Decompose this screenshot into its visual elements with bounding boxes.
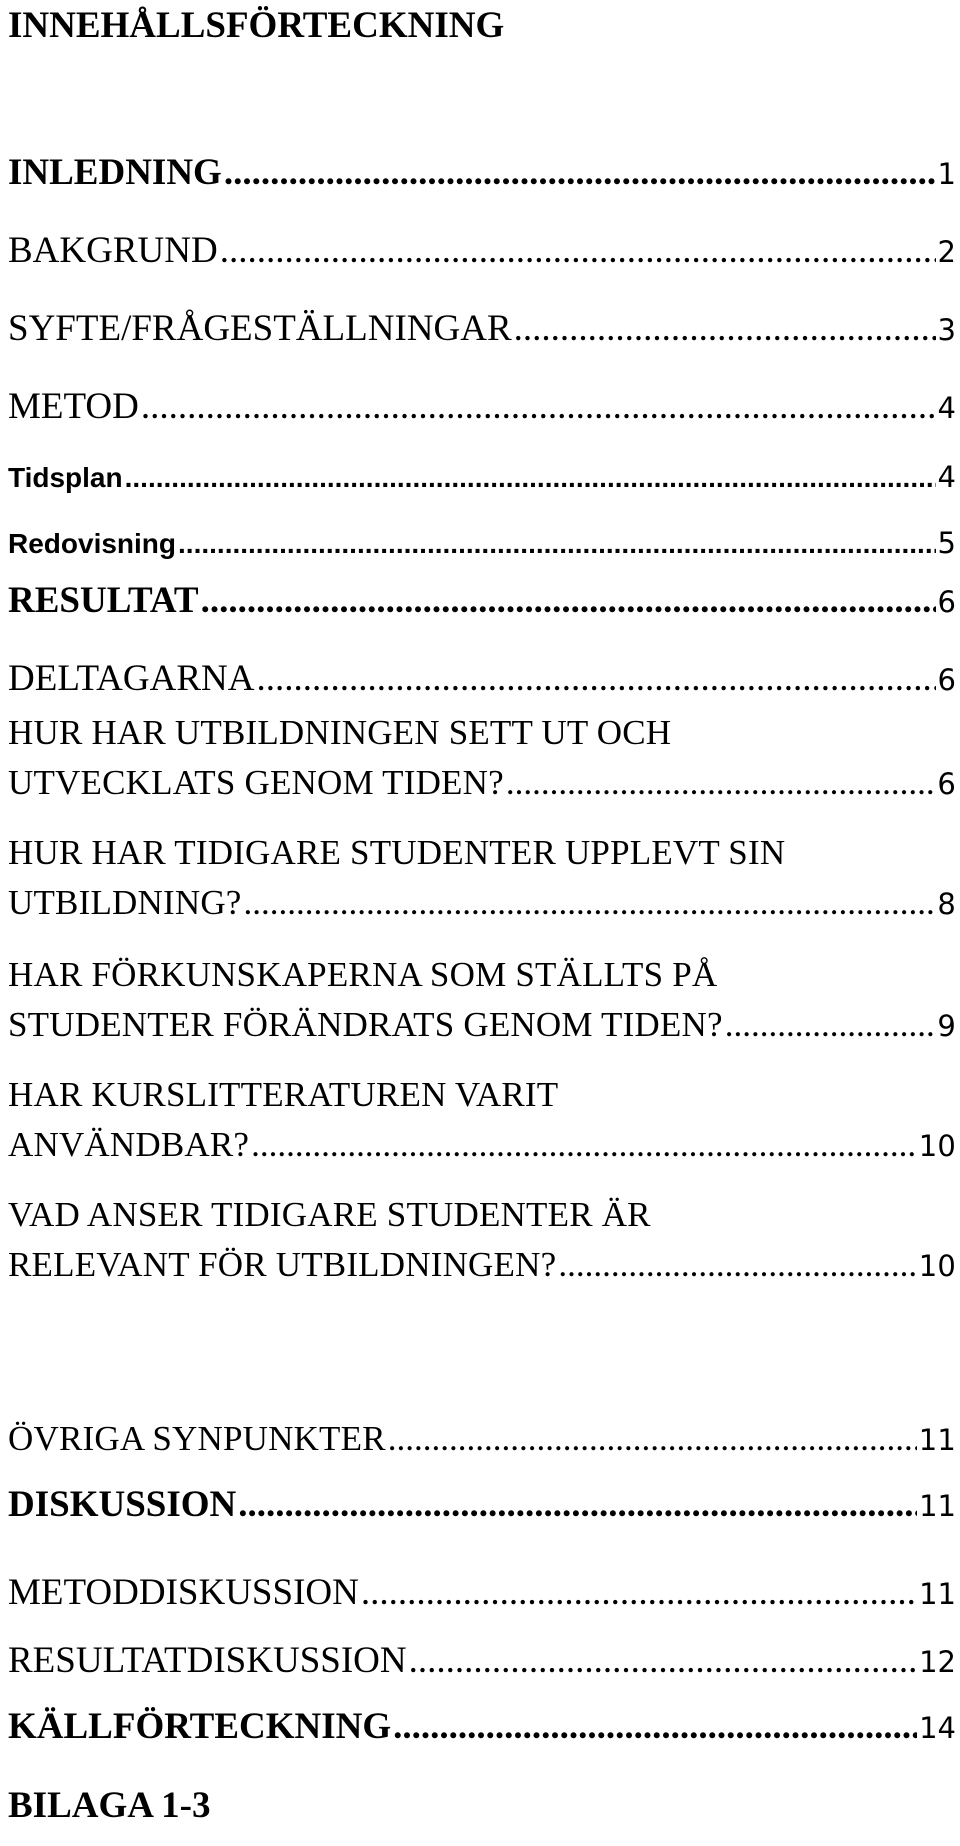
toc-entry-text: RELEVANT FÖR UTBILDNINGEN?	[8, 1245, 557, 1284]
toc-page-number: 11	[918, 1423, 956, 1457]
toc-entry-text: DELTAGARNA	[8, 658, 255, 699]
dot-leader	[220, 226, 936, 276]
toc-entry-text: RESULTAT	[8, 580, 199, 621]
dot-leader	[393, 1702, 917, 1752]
dot-leader	[361, 1568, 917, 1618]
toc-page-number: 6	[937, 585, 956, 619]
toc-entry-utbildningen[interactable]	[8, 708, 956, 808]
dot-leader	[238, 1480, 917, 1530]
toc-page-number: 9	[937, 1009, 956, 1043]
toc-page-number: 11	[919, 1577, 956, 1611]
toc-page-number: 8	[937, 887, 956, 921]
toc-entry-resultat[interactable]	[8, 576, 956, 626]
dot-leader	[125, 453, 936, 503]
toc-entry-text: UTVECKLATS GENOM TIDEN?	[8, 763, 504, 802]
toc-entry-ovriga[interactable]	[8, 1414, 956, 1464]
toc-entry-text: DISKUSSION	[8, 1484, 237, 1525]
toc-entry-text-line1: VAD ANSER TIDIGARE STUDENTER ÄR	[8, 1195, 651, 1234]
toc-entry-upplevt[interactable]	[8, 828, 956, 928]
toc-page-number: 14	[919, 1711, 956, 1745]
toc-page-number: 2	[937, 235, 956, 269]
toc-entry-text-line1: HAR KURSLITTERATUREN VARIT	[8, 1075, 559, 1114]
toc-page-number: 4	[937, 391, 956, 425]
toc-entry-bakgrund[interactable]	[8, 226, 956, 276]
toc-entry-text: METODDISKUSSION	[8, 1572, 359, 1613]
toc-entry-kurslitteratur[interactable]	[8, 1070, 956, 1170]
dot-leader	[514, 304, 936, 354]
dot-leader	[251, 1120, 917, 1170]
toc-page-number: 5	[937, 526, 956, 560]
toc-entry-text: INLEDNING	[8, 152, 222, 193]
toc-entry-diskussion[interactable]	[8, 1480, 956, 1530]
toc-entry-syfte[interactable]	[8, 304, 956, 354]
toc-entry-text: STUDENTER FÖRÄNDRATS GENOM TIDEN?	[8, 1005, 723, 1044]
toc-page-number: 6	[937, 767, 956, 801]
toc-entry-text: KÄLLFÖRTECKNING	[8, 1706, 392, 1747]
dot-leader	[506, 758, 935, 808]
toc-entry-deltagarna[interactable]	[8, 654, 956, 704]
dot-leader	[558, 1240, 916, 1290]
toc-page-number: 3	[937, 313, 956, 347]
toc-entry-text: METOD	[8, 386, 139, 427]
toc-page-number: 6	[937, 663, 956, 697]
toc-entry-text-line1: HUR HAR UTBILDNINGEN SETT UT OCH	[8, 713, 672, 752]
toc-entry-resultatdiskussion[interactable]	[8, 1636, 956, 1686]
dot-leader	[256, 654, 935, 704]
toc-page-number: 11	[919, 1489, 956, 1523]
toc-page-number: 10	[918, 1249, 956, 1283]
toc-entry-text: Redovisning	[8, 528, 177, 559]
dot-leader	[224, 148, 936, 198]
dot-leader	[388, 1414, 917, 1464]
toc-entry-text-line1: HUR HAR TIDIGARE STUDENTER UPPLEVT SIN	[8, 833, 786, 872]
toc-entry-text: UTBILDNING?	[8, 883, 242, 922]
toc-page-number: 10	[918, 1129, 956, 1163]
toc-entry-relevant[interactable]	[8, 1190, 956, 1290]
dot-leader	[244, 878, 936, 928]
dot-leader	[409, 1636, 917, 1686]
dot-leader	[141, 382, 936, 432]
toc-entry-text: ÖVRIGA SYNPUNKTER	[8, 1419, 386, 1458]
dot-leader	[178, 519, 936, 569]
toc-entry-redovisning[interactable]	[8, 518, 956, 568]
toc-entry-text-line1: HAR FÖRKUNSKAPERNA SOM STÄLLTS PÅ	[8, 955, 718, 994]
toc-entry-text: ANVÄNDBAR?	[8, 1125, 250, 1164]
toc-entry-text: RESULTATDISKUSSION	[8, 1640, 407, 1681]
toc-entry-metod[interactable]	[8, 382, 956, 432]
toc-entry-text: BAKGRUND	[8, 230, 218, 271]
toc-entry-forkunskaper[interactable]	[8, 950, 956, 1050]
toc-entry-metoddiskussion[interactable]	[8, 1568, 956, 1618]
toc-entry-text: Tidsplan	[8, 462, 123, 493]
toc-entry-tidsplan[interactable]	[8, 452, 956, 502]
toc-entry-text: SYFTE/FRÅGESTÄLLNINGAR	[8, 308, 512, 349]
toc-entry-inledning[interactable]	[8, 148, 956, 198]
toc-page-number: 12	[919, 1645, 956, 1679]
toc-title: INNEHÅLLSFÖRTECKNING	[8, 5, 505, 46]
dot-leader	[201, 576, 936, 626]
toc-page-number: 1	[937, 157, 956, 191]
dot-leader	[725, 1000, 936, 1050]
toc-entry-kallforteckning[interactable]	[8, 1702, 956, 1752]
appendix-heading: BILAGA 1-3	[8, 1785, 211, 1826]
toc-page-number: 4	[937, 460, 956, 494]
